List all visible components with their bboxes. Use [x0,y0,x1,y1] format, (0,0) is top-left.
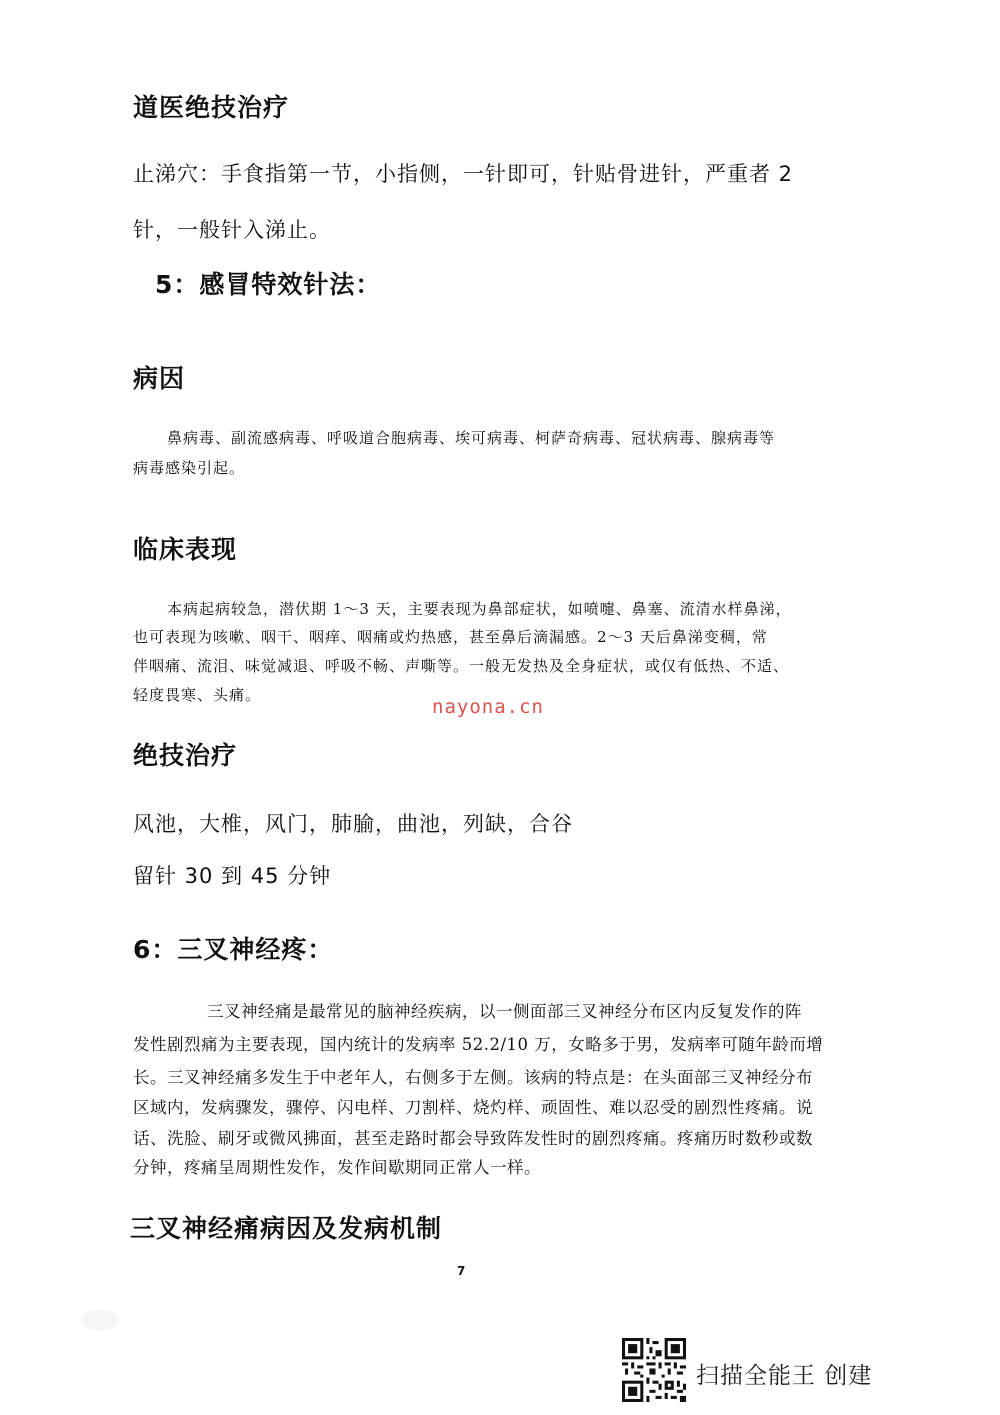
sanch-line: 分钟，疼痛呈周期性发作，发作间歇期同正常人一样。 [133,1158,541,1177]
sanch-line: 发性剧烈痛为主要表现，国内统计的发病率 52.2/10 万，女略多于男，发病率可随年龄而增 [133,1035,824,1054]
scan-smudge [80,1310,120,1330]
jueji-heading: 绝技治疗 [133,741,238,770]
linchuang-heading: 临床表现 [133,535,238,564]
section-6-title: 6：三叉神经疼： [133,935,334,964]
linchuang-line: 轻度畏寒、头痛。 [133,686,262,704]
qr-code-icon [622,1338,686,1402]
sanch-cause-heading: 三叉神经痛病因及发病机制 [130,1214,443,1243]
needle-retention: 留针 30 到 45 分钟 [133,864,332,888]
section-5-title: 5：感冒特效针法： [155,270,382,299]
scanner-watermark-label: 扫描全能王 创建 [696,1363,873,1389]
sanch-line: 长。三叉神经痛多发生于中老年人，右侧多于左侧。该病的特点是：在头面部三叉神经分布 [133,1068,813,1087]
bingyin-line-1: 鼻病毒、副流感病毒、呼吸道合胞病毒、埃可病毒、柯萨奇病毒、冠状病毒、腺病毒等 [167,429,776,447]
watermark: nayona.cn [432,696,544,718]
zhiti-line-2: 针，一般针入涕止。 [133,218,331,242]
sanch-line: 三叉神经痛是最常见的脑神经疾病，以一侧面部三叉神经分布区内反复发作的阵 [207,1002,802,1021]
sanch-line: 区域内，发病骤发，骤停、闪电样、刀割样、烧灼样、顽固性、难以忍受的剧烈性疼痛。说 [133,1098,813,1117]
heading-daoyi: 道医绝技治疗 [133,93,290,122]
sanch-line: 话、洗脸、刷牙或微风拂面，甚至走路时都会导致阵发性时的剧烈疼痛。疼痛历时数秒或数 [133,1129,813,1148]
linchuang-line: 也可表现为咳嗽、咽干、咽痒、咽痛或灼热感，甚至鼻后滴漏感。2～3 天后鼻涕变稠，常 [133,628,768,646]
bingyin-heading: 病因 [133,364,186,393]
page-number: 7 [457,1264,466,1278]
linchuang-line: 本病起病较急，潜伏期 1～3 天，主要表现为鼻部症状，如喷嚏、鼻塞、流清水样鼻涕， [167,600,792,618]
zhiti-line-1: 止涕穴：手食指第一节，小指侧，一针即可，针贴骨进针，严重者 2 [133,162,794,186]
acupoints-list: 风池，大椎，风门，肺腧，曲池，列缺，合谷 [133,812,573,836]
bingyin-line-2: 病毒感染引起。 [133,459,246,477]
linchuang-line: 伴咽痛、流泪、味觉减退、呼吸不畅、声嘶等。一般无发热及全身症状，或仅有低热、不适、 [133,657,790,675]
